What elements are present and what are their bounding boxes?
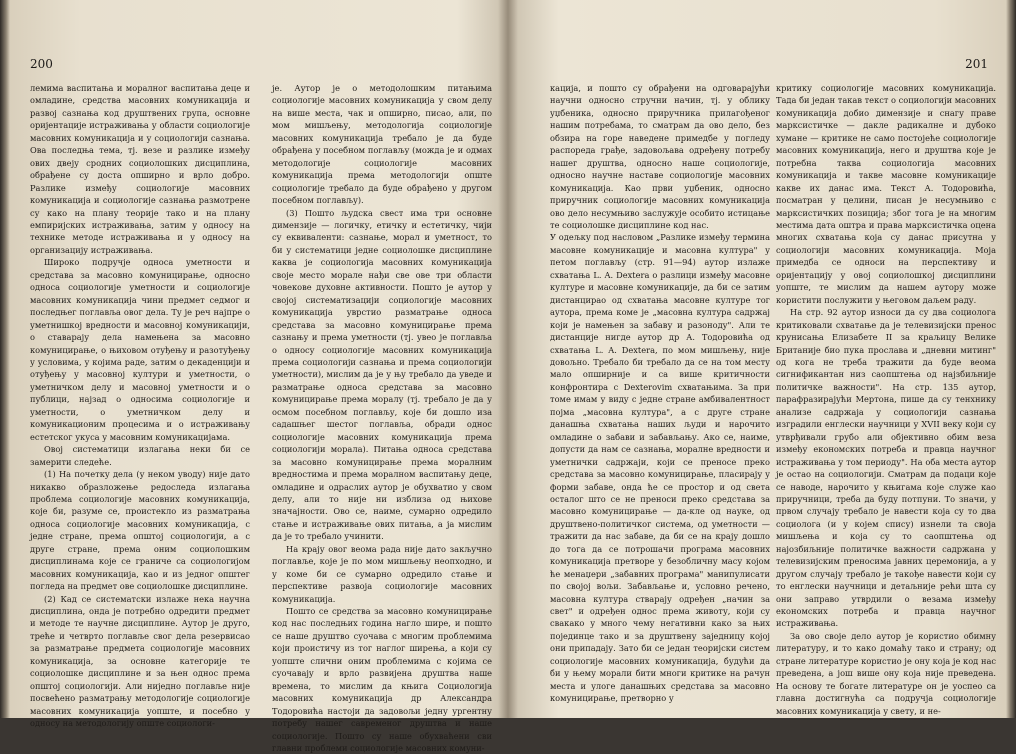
right-column-1	[550, 82, 770, 714]
left-column-1	[30, 82, 250, 729]
page-edge-left	[0, 0, 10, 718]
paragraph: критику социологије масовних комуникација. Тада би један такав текст о социологији масовних комуникација добио димензије и снагу праве марксистичке — дакле радикалне и дубоко хумане — критике не само постојеће социологије масовних комуникација, него и друштва које је потребна таква социологија масовних комуникација и такве масовне комуникације какве их данас има. Текст А. Тодоровића, посматран у целини, писан је несумњиво с марксистичких позиција; због тога је на многим местима дата оштра и права марксистичка оцена многих схватања која су данас присутна у социологији масовних комуникација. Моја примедба се односи на перспективу и оријентацију у овој социолошкој дисциплини уопште, те мислим да нашем аутору може користити послужити у његовом даљем раду.	[776, 83, 996, 305]
paragraph: Пошто се средства за масовно комуницирање код нас последњих година нагло шире, и пошто се наше друштво суочава с многим проблемима који проистичу из тог наглог ширења, а који су уопште слични оним проблемима с којима се суочавају и врло развијена друштва наше времена, то мислим да књига Социологија масовних комуникација др Александра Тодоровића настоји да задовољи једну ургентну потребу нашег савременог друштва и наше социологије. Пошто су наше обухваћени сви главни проблеми социологије масовних комуни-	[272, 606, 492, 754]
paragraph: лемима васпитања и моралног васпитања деце и омладине, средства масовних комуникација и развој сазнања код друштвених група, основне оријентације истраживања у области социологије масовних комуникација и у социологији сазнања. Ова последња тема, тј. везе и разлике између ових двеју сродних социолошких дисциплина, обрађене су доста опширно и врло добро. Разлике између социологије масовних комуникација и социологије сазнања размотрене су како на плану теорије тако и на плану емпиријских истраживања, затим у односу на технике методе истраживања и у односу на организацију истраживања.	[30, 83, 250, 255]
paragraph: За ово своје дело аутор је користио обимну литературу, и то како домаћу тако и страну; од стране литературе користио је ону која је код нас преведена, а још више ону која није преведена. На основу те богате литературе он је уоспео са главна достигнућа са подручја социологије масовних комуникација у свету, и не-	[776, 630, 996, 716]
paragraph: На стр. 92 аутор износи да су два социолога критиковали схватање да је телевизијски пренос крунисања Елизабете II за краљицу Велике Британије био пука прослава и „дневни митинг" од кога не треба тражити да буде веома сигнификантан низ саопштења од најзбиљније политичке важности". На стр. 135 аутор, парафразирајући Мертона, пише да су тенхнику анализе садржаја у социологији сазнања изградили енглески научници у XVII веку који су утврђивали грубо али објективно обим веза између економских потреба и правца научног истраживања у том периоду". На оба места аутор је остао на социологији. Сматрам да подаци које се наводе, нарочито у књигама које служе као приручници, треба да буду потпуни. То значи, у првом случају требало је навести која су то два социолога (и у којем спису) изнели та своја мишљења и која су то саопштења од најозбиљније политичке важности садржана у телевизијским преносима јавних церемонија, а у другом случају требало је такође навести који су то енглески научници и детаљније рећи шта су они заправо утврдили о везама између економских потреба и правца научног истраживања.	[776, 307, 996, 629]
page-edge-right	[1006, 0, 1016, 718]
page-number-right: 201	[965, 57, 988, 71]
paragraph: Широко подручје односа уметности и средстава за масовно комуницирање, односно односа социологије уметности и социологије масовних комуникација чини предмет седмог и последњег поглавља овог дела. Ту је реч најпре о уметнишкој вредности и масовној комуникацији, о ставарају дела намењена за масовно комуницирање, о њиховом отуђењу и разотуђењу у условима, у којима раде, затим о декаденцији и отуђењу у масовној култури и уметности, о уметничком делу и масовној уметности и о публици, најзад о односима социологије и уметности, о уметничком делу и комуникационим процесима и о истраживању естетског укуса у масовним комуникацијама.	[30, 257, 250, 442]
paragraph: На крају овог веома рада није дато закључно поглавље, које је по мом мишљењу неопходно, и у коме би се сумарно одредило стање и перспективе развоја социологије масовних комуникација.	[272, 543, 492, 604]
page-number-left: 200	[30, 57, 53, 71]
paragraph: Овој систематици излагања неки би се замерити следеће.	[30, 444, 250, 467]
paragraph: (1) На почетку дела (у неком уводу) није дато никакво образложење редоследа излагања проблема социологије масовних комуникација, које би, разуме се, проистекло из разматрања односа социологије масовних комуникација, с једне стране, према општој социологији, а с друге стране, према оним социолошким дисциплинама које се граниче са социологијом масовних комуникација, као и из једног општег погледа на предмет ове социолошке дисциплине.	[30, 469, 250, 592]
right-column-2	[776, 82, 996, 714]
left-page	[28, 0, 492, 754]
paragraph: (2) Кад се систематски излаже нека научна дисциплина, онда је потребно одредити предмет и методе те научне дисциплине. Аутор је друго, треће и четврто поглавље свог дела резервисао за разматрање предмета социологије масовних комуникација, за основне категорије те социолошке дисциплине и за њен однос према општој социологији. Али ниједно поглавље није посвећено разматрању методологије социологије масовних комуникација уопште, и посебно у односу на методологију опште социологи-	[30, 593, 250, 729]
book-gutter	[498, 0, 518, 718]
paragraph: кација, и пошто су обрађени на одговарајући научни односно стручни начин, тј. у облику уџбеника, односно приручника прилагођеног нашим потребама, то сматрам да ово дело, без обзира на горе наведене примедбе у погледу распореда грађе, задовољава одређену потребу нашег друштва, односно наше социологије, односно научне наставе социологије масовних комуникација. Као први уџбеник, односно приручник социологије масовних комуникација ово дело несумњиво заслужује особито истицање те социолошке дисциплине код нас.	[550, 83, 770, 230]
paragraph: (3) Пошто људска свест има три основне димензије — логичку, етичку и естетичку, чији су еквиваленти: сазнање, морал и уметност, то би у систематици једне социолошке дисциплине каква је социологија масовних комуникација своје место морале нађи све ове три области човекове духовне активности. Пошто је аутор у својој систематизацији социологије масовних комуникација уврстио разматрање односа средстава за масовно комуницирање према сазнању и према уметности (тј. увео је поглавља о односу социологије масовних комуникација према социологији сазнања и према социологији уметности), мислим да је у њу требало да уведе и разматрање односа средстава за масовно комуницирање према моралу (тј. требало је да у осмом посебном поглављу, које би дошло иза садашњег шестог поглавља, обради однос социологије масовних комуникација према социологији морала). Питања односа средстава за масовно комуницирање према моралним вредностима и према моралном васпитању деце, омладине и одраслих аутор је обухватио у свом делу, али то није ни изблиза од њихове значајности. Ово се, наиме, сумарно одредило стање и истраживање ових питања, а ја мислим да је то требало учинити.	[272, 207, 492, 542]
paragraph: У одељку под насловом „Разлике између термина масовне комуникације и масовна култура" у петом поглављу (стр. 91—94) аутор излаже схватања L. A. Dextera о разлици између масовне културе и масовне комуникације, да би се затим дистанцирао од схватања масовне културе тог аутора, према коме је „масовна култура садржај који је намењен за забаву и разоноду". Али те дистанције нигде аутор др А. Тодоровића од схватања L. A. Dextera, по мом мишљењу, није довољно. Требало би требало да се на том месту мало опширније и са више критичности конфронтира с Dexterovim схватањима. За при томе имам у виду с једне стране амбивалентност појма „масовна култура", а с друге стране данашња схватања наших људи и нарочито омладине о забави и забављању. Ако се, наиме, допусти да нам се сазнања, моралне вредности и уметнички садржаји, који се преносе преко средстава за масовно комуницирање, пласирају у форми забаве, онда ће се простор и од света осталог што се не преноси преко средстава за масовно комуницирање — да-кле од науке, од друштвено-политичког система, од уметности — тражити да нас забаве, да би се на крају дошло до тога да се потрошачи програма масовних комуникација претворе у безобличну масу којом ће менаџери „забавних програма" манипулисати по својој вољи. Забављање и, условно речено, масовна култура стварају одређен „начин за свет" и одређен однос према животу, који су свакако у много чему негативни како за њих појединце тако и за друштвену заједницу којој они припадају. Зато би се један теоријски систем социологије масовних комуникација, будући да би у њему морали бити многи критике на рачун места и улоге данашњих средстава за масовно комуницирање, претворно у	[550, 232, 770, 704]
paragraph: је. Аутор је о методолошким питањима социологије масовних комуникација у свом делу на више места, чак и опширно, писао, али, по мом мишљењу, методологија социологије масовних комуникација требало је да буде обрађена у посебном поглављу (можда је и одмах методологије социологије масовних комуникација према методологији опште социологије требало да буде обрађено у другом посебном поглављу).	[272, 83, 492, 206]
right-page	[548, 0, 996, 718]
left-column-2	[272, 82, 492, 754]
